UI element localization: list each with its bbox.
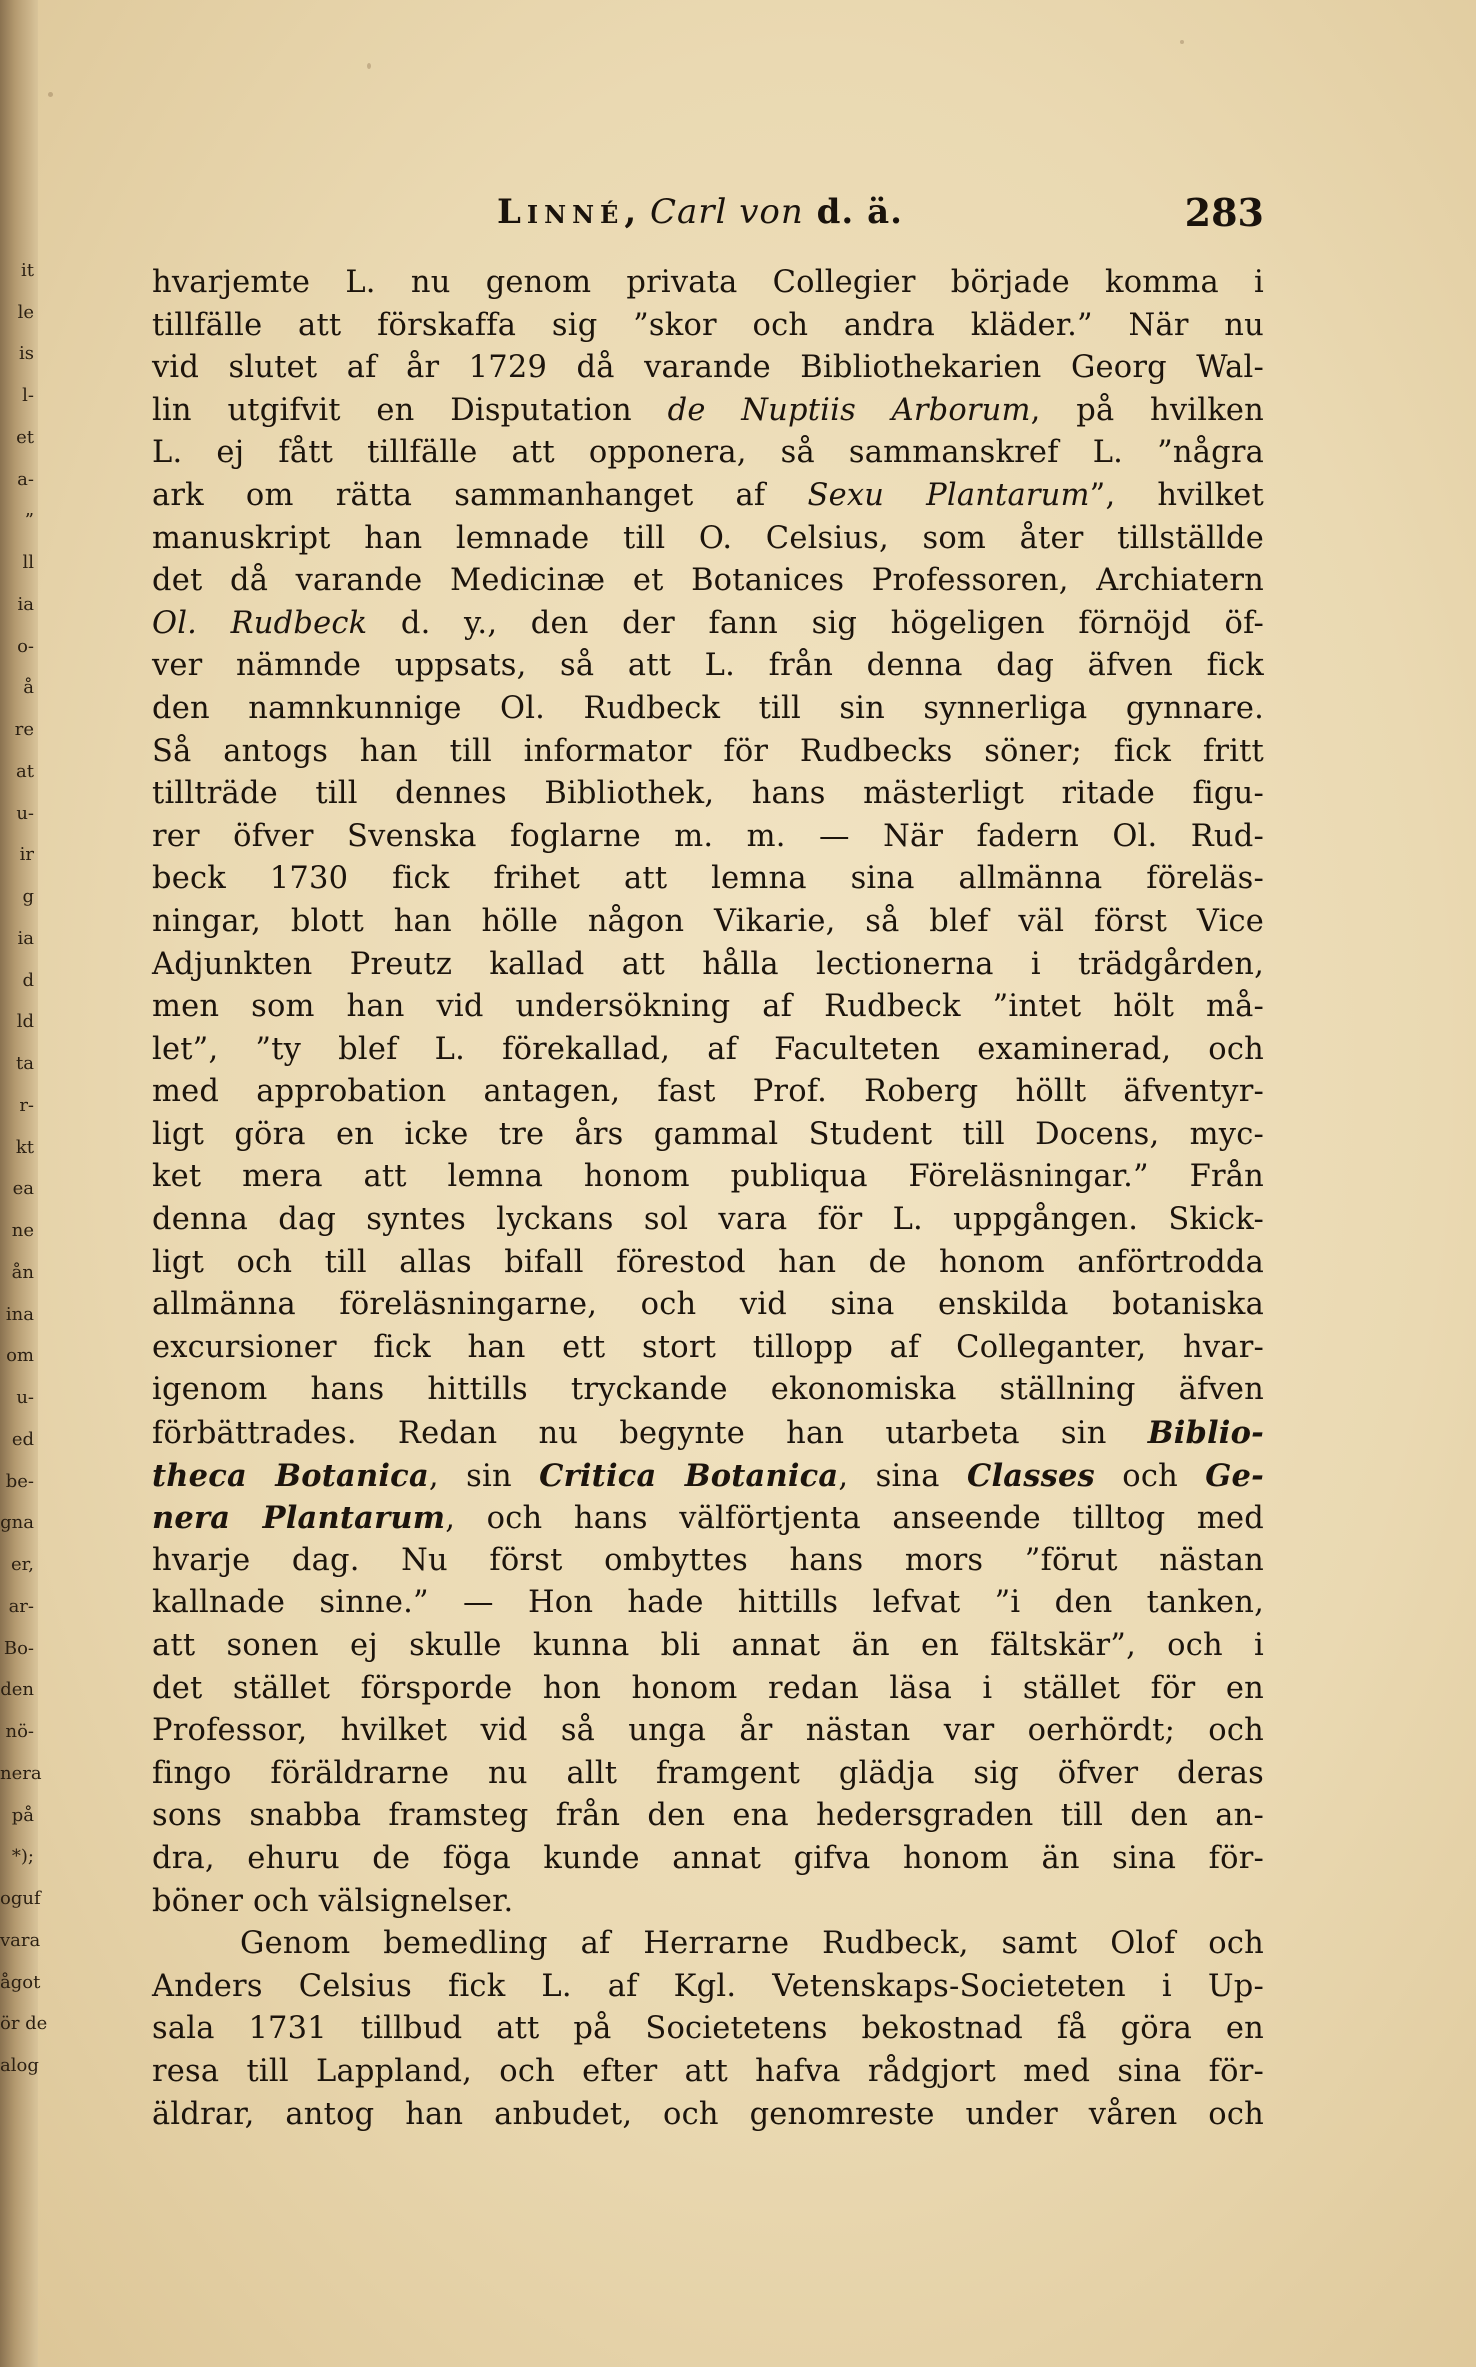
text-line	[152, 1497, 1264, 1540]
gutter-text-fragment: d	[22, 969, 34, 991]
paragraph	[152, 262, 1264, 1923]
ink-speck	[1180, 40, 1184, 44]
text-run: Så antogs han till informator för Rudbecks söner; fick fritt	[152, 733, 1264, 769]
gutter-text-fragment: ed	[11, 1428, 34, 1450]
gutter-text-fragment: o-	[17, 635, 34, 657]
gutter-text-fragment: på	[11, 1804, 34, 1826]
gutter-text-fragment: et	[16, 426, 34, 448]
text-line	[152, 1795, 1264, 1838]
text-run: Professor, hvilket vid så unga år nästan var oerhördt; och	[152, 1713, 1264, 1749]
emphasis-text: Critica Botanica	[539, 1457, 839, 1494]
paragraph	[152, 1923, 1264, 2136]
text-line	[152, 1540, 1264, 1583]
text-line	[152, 1242, 1264, 1285]
text-run: rer öfver Svenska foglarne m. m. — När fadern Ol. Rud-	[152, 818, 1264, 854]
text-run: , sin	[428, 1458, 540, 1494]
text-run: resa till Lappland, och efter att hafva rådgjort med sina för-	[152, 2053, 1264, 2089]
gutter-text-fragment: ina	[5, 1303, 34, 1325]
gutter-text-fragment: ”	[24, 510, 34, 532]
emphasis-text: Classes	[966, 1457, 1095, 1494]
gutter-text-fragment: ea	[12, 1178, 34, 1200]
text-line	[152, 1923, 1264, 1966]
gutter-text-fragment: ll	[22, 552, 34, 574]
text-line	[152, 262, 1264, 305]
page-header	[152, 190, 1264, 240]
running-head-separator: ,	[624, 192, 650, 232]
gutter-text-fragment: ld	[16, 1011, 34, 1033]
text-line	[152, 816, 1264, 859]
text-line	[152, 347, 1264, 390]
text-run: ket mera att lemna honom publiqua Föreläsningar.” Från	[152, 1159, 1264, 1195]
gutter-text-fragment: ör de	[0, 2013, 48, 2035]
text-run: , på hvilken	[1030, 392, 1264, 428]
text-line	[152, 1369, 1264, 1412]
text-line	[152, 1881, 1264, 1924]
gutter-text-fragment: den	[0, 1679, 34, 1701]
gutter-text-fragment: å	[23, 677, 34, 699]
text-run: , sina	[838, 1458, 967, 1494]
text-line	[152, 1753, 1264, 1796]
text-line	[152, 1412, 1264, 1455]
gutter-text-fragment: om	[6, 1345, 34, 1367]
text-run: dra, ehuru de föga kunde annat gifva honom än sina för-	[152, 1840, 1264, 1876]
text-line	[152, 603, 1264, 646]
text-run: hvarje dag. Nu först ombyttes hans mors ”förut nästan	[152, 1542, 1264, 1578]
text-line	[152, 2051, 1264, 2094]
text-line	[152, 475, 1264, 518]
gutter-text-fragment: ne	[11, 1220, 34, 1242]
text-run: men som han vid undersökning af Rudbeck ”intet hölt må-	[152, 989, 1264, 1025]
text-line	[152, 1966, 1264, 2009]
text-run: det stället försporde hon honom redan läsa i stället för en	[152, 1670, 1264, 1706]
text-run: let”, ”ty blef L. förekallad, af Faculteten examinerad, och	[152, 1031, 1264, 1067]
gutter-text-fragment: re	[14, 719, 34, 741]
text-line	[152, 1199, 1264, 1242]
text-line	[152, 1455, 1264, 1498]
text-run: den namnkunnige Ol. Rudbeck till sin synnerliga gynnare.	[152, 690, 1264, 726]
gutter-text-fragment: Bo-	[3, 1637, 34, 1659]
gutter-text-fragment: vara	[0, 1929, 41, 1951]
text-run: fingo föräldrarne nu allt framgent glädja sig öfver deras	[152, 1755, 1264, 1791]
facing-page-gutter	[0, 0, 48, 2367]
gutter-text-fragment: it	[21, 260, 34, 281]
gutter-text-fragment: kt	[15, 1136, 34, 1158]
text-line	[152, 773, 1264, 816]
text-line	[152, 901, 1264, 944]
text-line	[152, 2008, 1264, 2051]
text-line	[152, 944, 1264, 987]
emphasis-text: nera Plantarum	[152, 1500, 446, 1537]
gutter-text-fragment: l-	[22, 385, 34, 407]
text-line	[152, 305, 1264, 348]
gutter-text-fragment: ågot	[0, 1971, 41, 1993]
gutter-text-fragment: nö-	[5, 1721, 34, 1743]
text-line	[152, 1114, 1264, 1157]
text-run: vid slutet af år 1729 då varande Bibliothekarien Georg Wal-	[152, 350, 1264, 386]
text-line	[152, 2094, 1264, 2137]
ink-speck	[48, 92, 53, 97]
emphasis-text: Biblio-	[1147, 1415, 1264, 1452]
text-line	[152, 390, 1264, 433]
gutter-text-fragment: ia	[17, 593, 34, 615]
text-run: manuskript han lemnade till O. Celsius, som åter tillställde	[152, 520, 1264, 556]
text-run: tillträde till dennes Bibliothek, hans mästerligt ritade figu-	[152, 776, 1264, 812]
text-run: Adjunkten Preutz kallad att hålla lectionerna i trädgården,	[152, 946, 1264, 982]
gutter-text-fragment: u-	[16, 802, 34, 824]
text-line	[152, 1029, 1264, 1072]
text-line	[152, 1710, 1264, 1753]
text-run: det då varande Medicinæ et Botanices Professoren, Archiatern	[152, 563, 1264, 599]
gutter-text-fragment: alog	[0, 2055, 39, 2077]
gutter-text-fragment: nera	[0, 1762, 42, 1784]
gutter-text-fragment: *);	[11, 1846, 34, 1868]
text-line	[152, 1284, 1264, 1327]
text-run: d. y., den der fann sig högeligen förnöjd öf-	[367, 605, 1265, 641]
text-run: , och hans välförtjenta anseende tilltog med	[445, 1501, 1264, 1537]
text-run: allmänna föreläsningarne, och vid sina enskilda botaniska	[152, 1287, 1264, 1323]
text-run: ver nämnde uppsats, så att L. från denna dag äfven fick	[152, 648, 1264, 684]
text-run: ark om rätta sammanhanget af	[152, 477, 808, 513]
text-run: ligt och till allas bifall förestod han de honom anförtrodda	[152, 1244, 1264, 1280]
gutter-text-fragment: ir	[19, 844, 34, 866]
text-run: excursioner fick han ett stort tillopp af Colleganter, hvar-	[152, 1329, 1264, 1365]
text-run: sala 1731 tillbud att på Societetens bekostnad få göra en	[152, 2011, 1264, 2047]
text-run: böner och välsignelser.	[152, 1883, 514, 1919]
ink-speck	[367, 63, 371, 69]
text-line	[152, 858, 1264, 901]
gutter-text-fragment: ta	[16, 1053, 34, 1075]
text-run: och	[1094, 1458, 1206, 1494]
text-run: L. ej fått tillfälle att opponera, så sammanskref L. ”några	[152, 435, 1264, 471]
emphasis-text: theca Botanica	[152, 1457, 429, 1494]
text-run: Anders Celsius fick L. af Kgl. Vetenskaps-Societeten i Up-	[152, 1968, 1264, 2004]
gutter-text-fragment: at	[16, 760, 34, 782]
text-run: kallnade sinne.” — Hon hade hittills lefvat ”i den tanken,	[152, 1585, 1264, 1621]
text-run: förbättrades. Redan nu begynte han utarbeta sin	[152, 1416, 1148, 1452]
gutter-text-fragment: oguf	[0, 1888, 41, 1910]
gutter-text-fragment: ia	[17, 927, 34, 949]
page-number: 283	[1184, 190, 1264, 235]
running-head-italic: Carl von	[650, 192, 804, 232]
text-run: Genom bemedling af Herrarne Rudbeck, samt Olof och	[240, 1926, 1264, 1962]
text-line	[152, 986, 1264, 1029]
emphasis-text: Ol. Rudbeck	[152, 605, 368, 641]
text-run: att sonen ej skulle kunna bli annat än en fältskär”, och i	[152, 1628, 1264, 1663]
gutter-text-fragment: be-	[5, 1470, 34, 1492]
text-line	[152, 560, 1264, 603]
text-line	[152, 731, 1264, 774]
text-run: tillfälle att förskaffa sig ”skor och andra kläder.” När nu	[152, 307, 1264, 343]
text-run: beck 1730 fick frihet att lemna sina allmänna föreläs-	[152, 861, 1264, 897]
gutter-text-fragment: ån	[11, 1261, 34, 1283]
text-run: denna dag syntes lyckans sol vara för L. uppgången. Skick-	[152, 1202, 1264, 1238]
text-run: ”, hvilket	[1089, 477, 1264, 513]
text-line	[152, 1156, 1264, 1199]
text-line	[152, 518, 1264, 561]
text-line	[152, 1838, 1264, 1881]
gutter-text-fragment: is	[19, 343, 34, 365]
text-run: igenom hans hittills tryckande ekonomiska ställning äfven	[152, 1372, 1264, 1408]
emphasis-text: de Nuptiis Arborum	[667, 392, 1031, 428]
text-run: ligt göra en icke tre års gammal Student till Docens, myc-	[152, 1116, 1264, 1152]
emphasis-text: Ge-	[1205, 1457, 1264, 1494]
gutter-text-fragment: g	[22, 886, 34, 908]
gutter-text-fragment: a-	[17, 468, 34, 490]
text-run: med approbation antagen, fast Prof. Roberg höllt äfventyr-	[152, 1074, 1264, 1110]
text-line	[152, 1582, 1264, 1625]
running-head-name: Linné	[497, 192, 625, 232]
text-run: lin utgifvit en Disputation	[152, 392, 668, 428]
text-line	[152, 432, 1264, 475]
gutter-text-fragment: le	[17, 301, 34, 323]
gutter-text-fragment: u-	[16, 1387, 34, 1409]
running-head-tail: d. ä.	[803, 192, 903, 232]
emphasis-text: Sexu Plantarum	[807, 477, 1090, 513]
text-line	[152, 645, 1264, 688]
text-line	[152, 1625, 1264, 1668]
body-text	[152, 262, 1264, 2136]
text-run: äldrar, antog han anbudet, och genomreste under våren och	[152, 2096, 1264, 2132]
gutter-text-fragment: er,	[10, 1554, 34, 1576]
gutter-text-fragment: r-	[19, 1094, 34, 1116]
text-run: ningar, blott han hölle någon Vikarie, så blef väl först Vice	[152, 903, 1264, 939]
text-line	[152, 1327, 1264, 1370]
gutter-text-fragment: ar-	[8, 1595, 34, 1617]
text-line	[152, 1668, 1264, 1711]
text-run: hvarjemte L. nu genom privata Collegier började komma i	[152, 265, 1264, 300]
text-line	[152, 688, 1264, 731]
text-run: sons snabba framsteg från den ena hedersgraden till den an-	[152, 1798, 1264, 1834]
text-line	[152, 1071, 1264, 1114]
gutter-text-fragment: gna	[0, 1512, 34, 1534]
running-head	[497, 192, 903, 232]
